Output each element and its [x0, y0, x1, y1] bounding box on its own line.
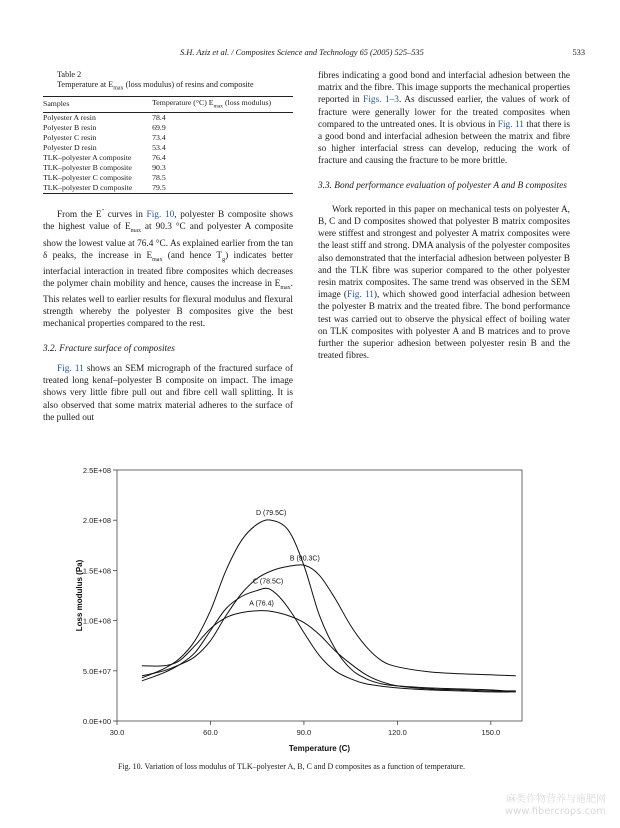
table-row [43, 173, 293, 183]
table-header-temperature: Temperature (°C) $E_{max}$ (loss modulus) [152, 97, 272, 110]
table-label: Table 2 [57, 70, 82, 79]
y-tick-label: 2.5E+08 [82, 466, 111, 475]
x-tick-label: 30.0 [109, 728, 125, 737]
table-cell-sample: TLK–polyester B composite [43, 163, 132, 173]
table-cell-sample: TLK–polyester C composite [43, 173, 132, 183]
loss-modulus-chart [70, 460, 550, 760]
section-heading-3-3: 3.3. Bond performance evaluation of polyester A and B composites [318, 180, 567, 191]
table-cell-sample: TLK–polyester A composite [43, 153, 132, 163]
y-tick-label: 2.0E+08 [82, 516, 111, 526]
table-cell-temperature: 78.5 [152, 173, 166, 183]
paragraph-loss-modulus: From the E″ curves in Fig. 10, polyester B composite shows the highest value of $E_{max}$ at 90.3 °C and polyester A composite show the lowest value at 76.4 °C. As explained earlier from the tan δ peaks, the increase in $E_{max}$ (and hence $T_g$) indicates better interfacial interaction in treated fibre composites which decreases the polymer chain mobility and hence, causes the increase in $E_{max}$. This relates well to earlier results for flexural modulus and flexural strength whereby the polyester B composites give the best mechanical properties compared to the rest. [43, 209, 294, 330]
x-tick-label: 150.0 [481, 728, 501, 737]
y-tick-label: 5.0E+07 [82, 666, 111, 676]
right-column [318, 70, 570, 362]
fig11-link[interactable]: Fig. 11 [347, 290, 374, 301]
table-row [43, 183, 293, 194]
fig10-link[interactable]: Fig. 10 [146, 210, 175, 221]
running-header: S.H. Aziz et al. / Composites Science and Technology 65 (2005) 525–535 [180, 48, 424, 57]
fig11-link[interactable]: Fig. 11 [497, 119, 524, 130]
chart-svg [70, 460, 550, 760]
table-header-part: (loss modulus) [223, 97, 272, 107]
table-header-row [43, 96, 293, 113]
series-annotation: A (76.4) [249, 600, 274, 608]
table-cell-temperature: 79.5 [152, 183, 166, 193]
table-cell-sample: Polyester A resin [43, 113, 96, 123]
table-row [43, 133, 293, 143]
table-cell-temperature: 78.4 [152, 113, 166, 123]
figs1-3-link[interactable]: Figs. 1–3 [363, 95, 399, 106]
page-number: 533 [572, 48, 585, 57]
table-row [43, 113, 293, 124]
table-cell-sample: Polyester D resin [43, 143, 97, 153]
series-annotation: D (79.5C) [256, 510, 287, 518]
series-line [142, 565, 516, 676]
plot-area-frame [117, 470, 522, 721]
series-annotation: B (90.3C) [289, 555, 320, 563]
paragraph-adhesion: fibres indicating a good bond and interfacial adhesion between the matrix and the fibre. This image supports the mechanical properties reported in Figs. 1–3. As discussed earlier, the values of work of fracture were generally lower for the treated composites when compared to the untreated ones. It is obvious in Fig. 11 that there is a good bond and interfacial adhesion between the matrix and fibre so higher interfacial stress can develop, reducing the work of fracture and causing the fracture to be more brittle. [318, 71, 570, 167]
table-cell-sample: TLK–polyester D composite [43, 183, 133, 193]
table-row [43, 123, 293, 133]
x-axis-label: Temperature (C) [288, 744, 351, 753]
table-cell-temperature: 76.4 [152, 153, 166, 163]
paragraph-fracture-surface: Fig. 11 shows an SEM micrograph of the fractured surface of treated long kenaf–polyester B composite on impact. The image shows very little fibre pull out and fibre cell wall splitting. It is also observed that some matrix material adheres to the surface of the pulled out [43, 363, 293, 423]
series-line [142, 611, 516, 691]
fig11-link[interactable]: Fig. 11 [57, 363, 84, 374]
table-title: Temperature at $E_{max}$ (loss modulus) of resins and composite [57, 80, 254, 92]
y-tick-label: 1.5E+08 [82, 566, 111, 576]
y-axis-label: Loss modulus (Pa) [75, 559, 84, 632]
x-tick-label: 120.0 [387, 728, 407, 737]
table-cell-temperature: 53.4 [152, 143, 166, 153]
data-table [43, 96, 293, 195]
table-row [43, 163, 293, 173]
paragraph-bond-performance: Work reported in this paper on mechanical tests on polyester A, B, C and D composites showed that polyester B matrix composites were stiffest and strongest and polyester A matrix composites were the least stiff and strong. DMA analysis of the polyester composites also demonstrated that the interfacial adhesion between polyester B and the TLK fibre was superior compared to the other polyester resin matrix composites. The same trend was observed in the SEM image (Fig. 11), which showed good interfacial adhesion between the polyester B matrix and the treated fibre. The bond performance test was carried out to observe the physical effect of boiling water on TLK composites with polyester A and B matrices and to prove further the superior adhesion between polyester resin B and the treated fibres. [318, 204, 570, 362]
watermark-line2: www.fibercrops.com [504, 806, 606, 817]
table-title-part: (loss modulus) of resins and composite [123, 80, 254, 89]
table-cell-sample: Polyester C resin [43, 133, 97, 143]
figure-caption: Fig. 10. Variation of loss modulus of TLK–polyester A, B, C and D composites as a function of temperature. [118, 762, 465, 771]
table-row [43, 153, 293, 163]
table-cell-temperature: 69.9 [152, 123, 166, 133]
table-cell-temperature: 73.4 [152, 133, 166, 143]
series-annotation: C (78.5C) [252, 578, 284, 586]
x-tick-label: 60.0 [203, 728, 218, 737]
left-column [43, 70, 293, 424]
table-cell-sample: Polyester B resin [43, 123, 97, 133]
table-cell-temperature: 90.3 [152, 163, 166, 173]
section-heading-3-2: 3.2. Fracture surface of composites [43, 343, 175, 354]
y-tick-label: 0.0E+00 [82, 717, 111, 726]
table-title-part: Temperature at E [57, 80, 114, 89]
table-body [43, 113, 293, 194]
table-row [43, 143, 293, 153]
x-tick-label: 90.0 [296, 728, 312, 737]
watermark-line1: 麻类作物营养与施肥网 [506, 794, 606, 805]
series-line [142, 588, 516, 692]
watermark [505, 794, 606, 818]
table-header-samples: Samples [43, 99, 70, 109]
y-tick-label: 1.0E+08 [82, 616, 111, 626]
table-header-part: Temperature (°C) E [152, 97, 214, 107]
